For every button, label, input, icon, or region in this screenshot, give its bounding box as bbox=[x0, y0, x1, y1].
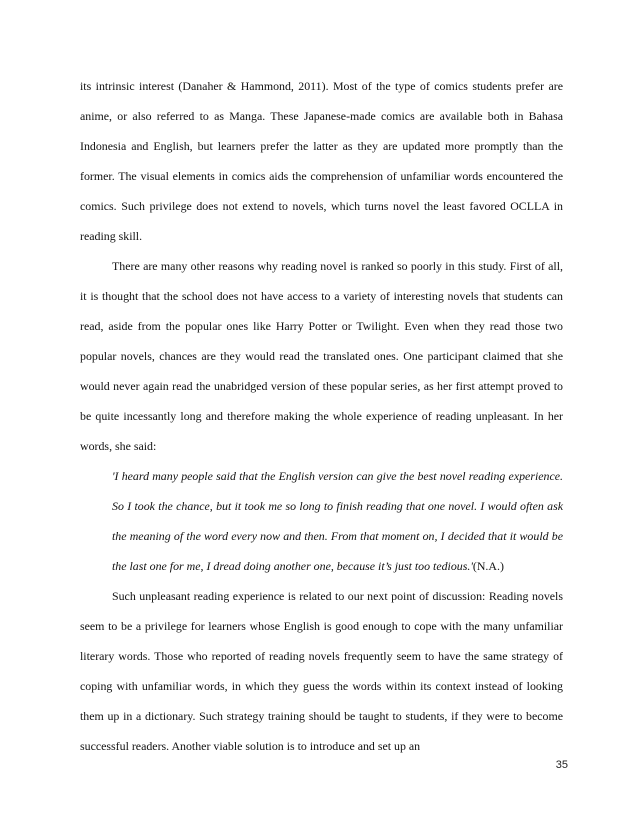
block-quote bbox=[112, 461, 563, 581]
body-text bbox=[80, 71, 563, 761]
paragraph-comics: its intrinsic interest (Danaher & Hammond, 2011). Most of the type of comics students prefer are anime, or also referred to as Manga. These Japanese-made comics are available both in Bahasa Indonesia and English, but learners prefer the latter as they are updated more promptly than the former. The visual elements in comics aids the comprehension of unfamiliar words encountered the comics. Such privilege does not extend to novels, which turns novel the least favored OCLLA in reading skill. bbox=[80, 79, 563, 243]
page-number: 35 bbox=[555, 759, 568, 771]
quote-text: 'I heard many people said that the English version can give the best novel reading experience. So I took the chance, but it took me so long to finish reading that one novel. I would often ask the meaning of the word every now and then. From that moment on, I decided that it would be the last one for me, I dread doing another one, because it’s just too tedious.' bbox=[112, 469, 563, 573]
quote-citation: (N.A.) bbox=[472, 559, 504, 573]
paragraph-unpleasant-experience: Such unpleasant reading experience is related to our next point of discussion: Reading novels seem to be a privilege for learners whose English is good enough to cope with the many unfamiliar literary words. Those who reported of reading novels frequently seem to have the same strategy of coping with unfamiliar words, in which they guess the words within its context instead of looking them up in a dictionary. Such strategy training should be taught to students, if they were to become successful readers. Another viable solution is to introduce and set up an bbox=[80, 589, 563, 753]
paragraph-novel-reasons: There are many other reasons why reading novel is ranked so poorly in this study. First of all, it is thought that the school does not have access to a variety of interesting novels that students can read, aside from the popular ones like Harry Potter or Twilight. Even when they read those two popular novels, chances are they would read the translated ones. One participant claimed that she would never again read the unabridged version of these popular series, as her first attempt proved to be quite incessantly long and therefore making the whole experience of reading unpleasant. In her words, she said: bbox=[80, 259, 563, 453]
